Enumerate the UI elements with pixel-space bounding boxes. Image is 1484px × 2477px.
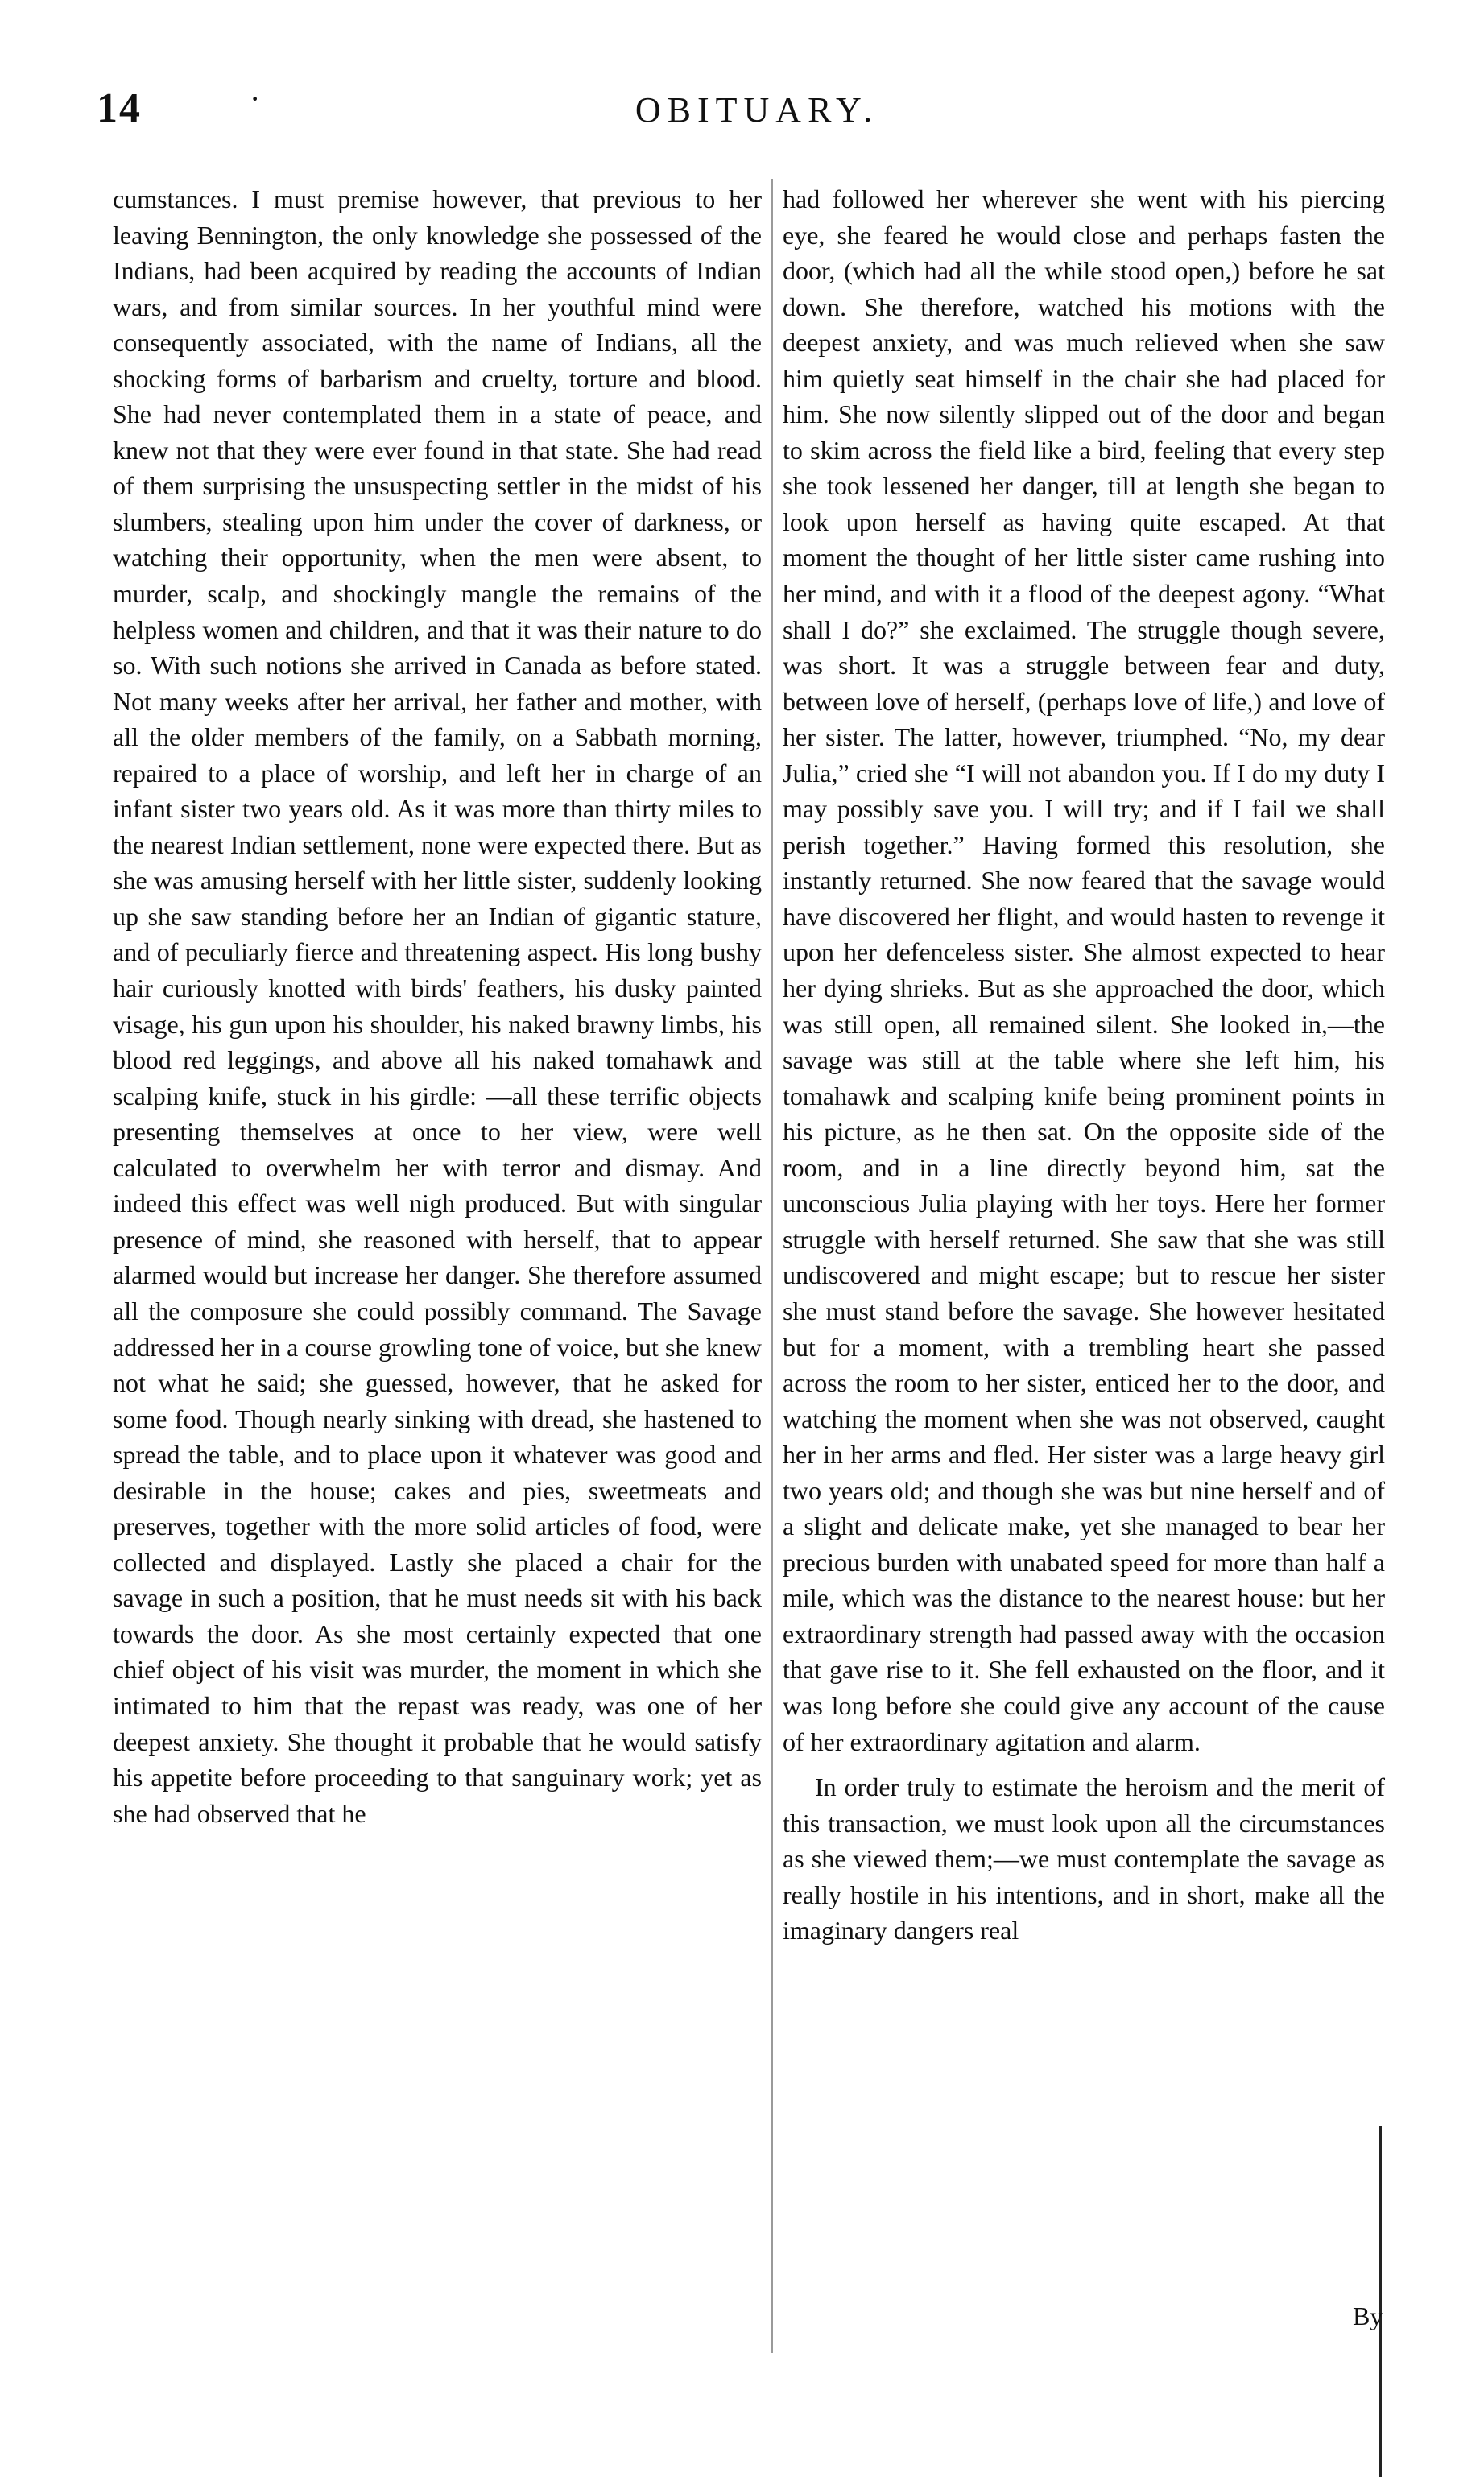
right-paragraph-1: had followed her wherever she went with his piercing eye, she feared he would close and perhaps fasten the door, (which had all the while stood open,) before he sat down. She therefore, watched his motions with the deepest anxiety, and was much relieved when she saw him quietly seat himself in the chair she had placed for him. She now silently slipped out of the door and began to skim across the field like a bird, feeling that every step she took lessened her danger, till at length she began to look upon herself as having quite escaped. At that moment the thought of her little sister came rushing into her mind, and with it a flood of the deepest agony. “What shall I do?” she exclaimed. The struggle though severe, was short. It was a struggle between fear and duty, between love of herself, (perhaps love of life,) and love of her sister. The latter, however, triumphed. “No, my dear Julia,” cried she “I will not abandon you. If I do my duty I may possibly save you. I will try; and if I fail we shall perish together.” Having formed this resolution, she instantly returned. She now feared that the savage would have discovered her flight, and would hasten to revenge it upon her defenceless sister. She almost expected to hear her dying shrieks. But as she approached the door, which was still open, all remained silent. She looked in,—the savage was still at the table where she left him, his tomahawk and scalping knife being prominent points in his picture, as he then sat. On the opposite side of the room, and in a line directly beyond him, sat the unconscious Julia playing with her toys. Here her former struggle with herself returned. She saw that she was still undiscovered and might escape; but to rescue her sister she must stand before the savage. She however hesitated but for a moment, with a trembling heart she passed across the room to her sister, enticed her to the door, and watching the moment when she was not observed, caught her in her arms and fled. Her sister was a large heavy girl two years old; and though she was but nine herself and of a slight and delicate make, yet she managed to bear her precious burden with unabated speed for more than half a mile, which was the distance to the nearest house: but her extraordinary strength had passed away with the occasion that gave rise to it. She fell exhausted on the floor, and it was long before she could give any account of the cause of her extraordinary agitation and alarm. — [783, 184, 1385, 1756]
running-title: OBITUARY. — [635, 90, 879, 130]
left-paragraph: cumstances. I must premise however, that previous to her leaving Bennington, the only knowledge she possessed of the Indians, had been acquired by reading the accounts of Indian wars, and from similar sources. In her youthful mind were consequently associated, with the name of Indians, all the shocking forms of barbarism and cruelty, torture and blood. She had never contemplated them in a state of peace, and knew not that they were ever found in that state. She had read of them surprising the unsuspecting settler in the midst of his slumbers, stealing upon him under the cover of darkness, or watching their opportunity, when the men were absent, to murder, scalp, and shockingly mangle the remains of the helpless women and children, and that it was their nature to do so. With such notions she arrived in Canada as before stated. Not many weeks after her arrival, her father and mother, with all the older members of the family, on a Sabbath morning, repaired to a place of worship, and left her in charge of an infant sister two years old. As it was more than thirty miles to the nearest Indian settlement, none were expected there. But as she was amusing herself with her little sister, suddenly looking up she saw standing before her an Indian of gigantic stature, and of peculiarly fierce and threatening aspect. His long bushy hair curiously knotted with birds' feathers, his dusky painted visage, his gun upon his shoulder, his naked brawny limbs, his blood red leggings, and above all his naked tomahawk and scalping knife, stuck in his girdle: —all these terrific objects presenting themselves at once to her view, were well calculated to overwhelm her with terror and dismay. And indeed this effect was well nigh produced. But with singular presence of mind, she reasoned with herself, that to appear alarmed would but increase her danger. She therefore assumed all the composure she could possibly command. The Savage addressed her in a course growling tone of voice, but she knew not what he said; she guessed, however, that he asked for some food. Though nearly sinking with dread, she hastened to spread the table, and to place upon it whatever was good and desirable in the house; cakes and pies, sweetmeats and preserves, together with the more solid articles of food, were collected and displayed. Lastly she placed a chair for the savage in such a position, that he must needs sit with his back towards the door. As she most certainly expected that one chief object of his visit was murder, the moment in which she intimated to him that the repast was ready, was one of her deepest anxiety. She thought it probable that he would satisfy his appetite before proceeding to that sanguinary work; yet as she had observed that he — [113, 184, 762, 1828]
right-paragraph-2: In order truly to estimate the heroism and the merit of this transaction, we must look upon all the circumstances as she viewed them;—we must contemplate the savage as really hostile in his intentions, and in short, make all the imaginary dangers real — [783, 1772, 1385, 1946]
catchword: By — [1353, 2301, 1383, 2330]
right-text-column — [783, 181, 1385, 1949]
column-divider-rule — [771, 179, 773, 2353]
left-text-column — [113, 181, 762, 1831]
page-number: 14 — [97, 85, 142, 131]
header-ornament-mark: · — [250, 81, 261, 117]
page-header — [97, 81, 1417, 141]
